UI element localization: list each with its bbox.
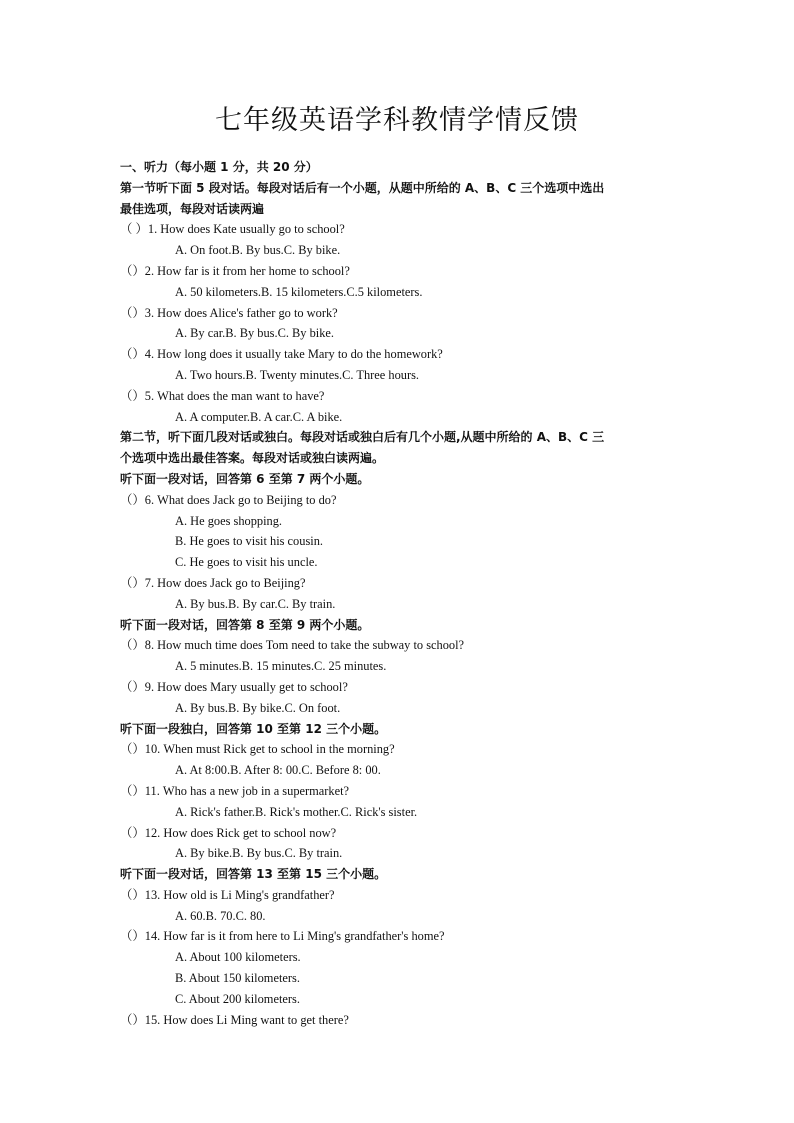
question-line: （）12. How does Rick get to school now? [120, 825, 337, 840]
question-line: （）11. Who has a new job in a supermarket? [120, 783, 350, 798]
option-line: A. By car.B. By bus.C. By bike. [175, 326, 335, 341]
option-line: A. About 100 kilometers. [175, 950, 301, 965]
question-line: （）2. How far is it from her home to school? [120, 263, 350, 278]
option-line: A. 60.B. 70.C. 80. [175, 908, 266, 923]
question-line: （）9. How does Mary usually get to school? [120, 679, 348, 694]
question-line: （）3. How does Alice's father go to work? [120, 305, 338, 320]
section-instruction: 第一节听下面 5 段对话。每段对话后有一个小题，从题中所给的 A、B、C 三个选项中选出 [120, 180, 605, 195]
option-line: A. 5 minutes.B. 15 minutes.C. 25 minutes. [175, 659, 387, 674]
document-body [120, 157, 680, 1030]
section-instruction: 第二节，听下面几段对话或独白。每段对话或独白后有几个小题,从题中所给的 A、B、C 三 [120, 430, 605, 445]
option-line: A. By bus.B. By car.C. By train. [175, 596, 336, 611]
option-line: A. A computer.B. A car.C. A bike. [175, 409, 343, 424]
question-line: （）13. How old is Li Ming's grandfather? [120, 887, 335, 902]
section-instruction: 听下面一段对话，回答第 13 至第 15 三个小题。 [120, 867, 387, 882]
section-instruction: 个选项中选出最佳答案。每段对话或独白读两遍。 [120, 451, 385, 466]
question-line: （）8. How much time does Tom need to take the subway to school? [120, 638, 465, 653]
section-instruction: 听下面一段独白，回答第 10 至第 12 三个小题。 [120, 721, 387, 736]
section-instruction: 一、听力（每小题 1 分，共 20 分） [120, 160, 318, 174]
option-line: A. 50 kilometers.B. 15 kilometers.C.5 kilometers. [175, 284, 423, 299]
question-line: （）14. How far is it from here to Li Ming's grandfather's home? [120, 929, 445, 944]
option-line: A. He goes shopping. [175, 513, 283, 528]
option-line: A. By bike.B. By bus.C. By train. [175, 846, 343, 861]
question-line: （）5. What does the man want to have? [120, 388, 325, 403]
question-line: （）6. What does Jack go to Beijing to do? [120, 492, 337, 507]
question-line: （ ）1. How does Kate usually go to school? [120, 222, 345, 237]
section-instruction: 听下面一段对话，回答第 6 至第 7 两个小题。 [120, 471, 370, 486]
option-line: B. About 150 kilometers. [175, 971, 300, 986]
question-line: （）15. How does Li Ming want to get there? [120, 1012, 349, 1027]
question-line: （）7. How does Jack go to Beijing? [120, 575, 306, 590]
option-line: A. Two hours.B. Twenty minutes.C. Three hours. [175, 367, 419, 382]
section-instruction: 最佳选项，每段对话读两遍 [120, 201, 265, 216]
page-title: 七年级英语学科教情学情反馈 [215, 105, 579, 136]
question-line: （）4. How long does it usually take Mary to do the homework? [120, 347, 443, 362]
option-line: A. Rick's father.B. Rick's mother.C. Rick's sister. [175, 804, 418, 819]
option-line: C. He goes to visit his uncle. [175, 555, 318, 570]
question-line: （）10. When must Rick get to school in the morning? [120, 742, 395, 757]
section-instruction: 听下面一段对话，回答第 8 至第 9 两个小题。 [120, 617, 370, 632]
option-line: B. He goes to visit his cousin. [175, 534, 323, 549]
option-line: A. On foot.B. By bus.C. By bike. [175, 243, 341, 258]
option-line: C. About 200 kilometers. [175, 991, 300, 1006]
option-line: A. By bus.B. By bike.C. On foot. [175, 700, 341, 715]
option-line: A. At 8:00.B. After 8: 00.C. Before 8: 00. [175, 763, 381, 778]
